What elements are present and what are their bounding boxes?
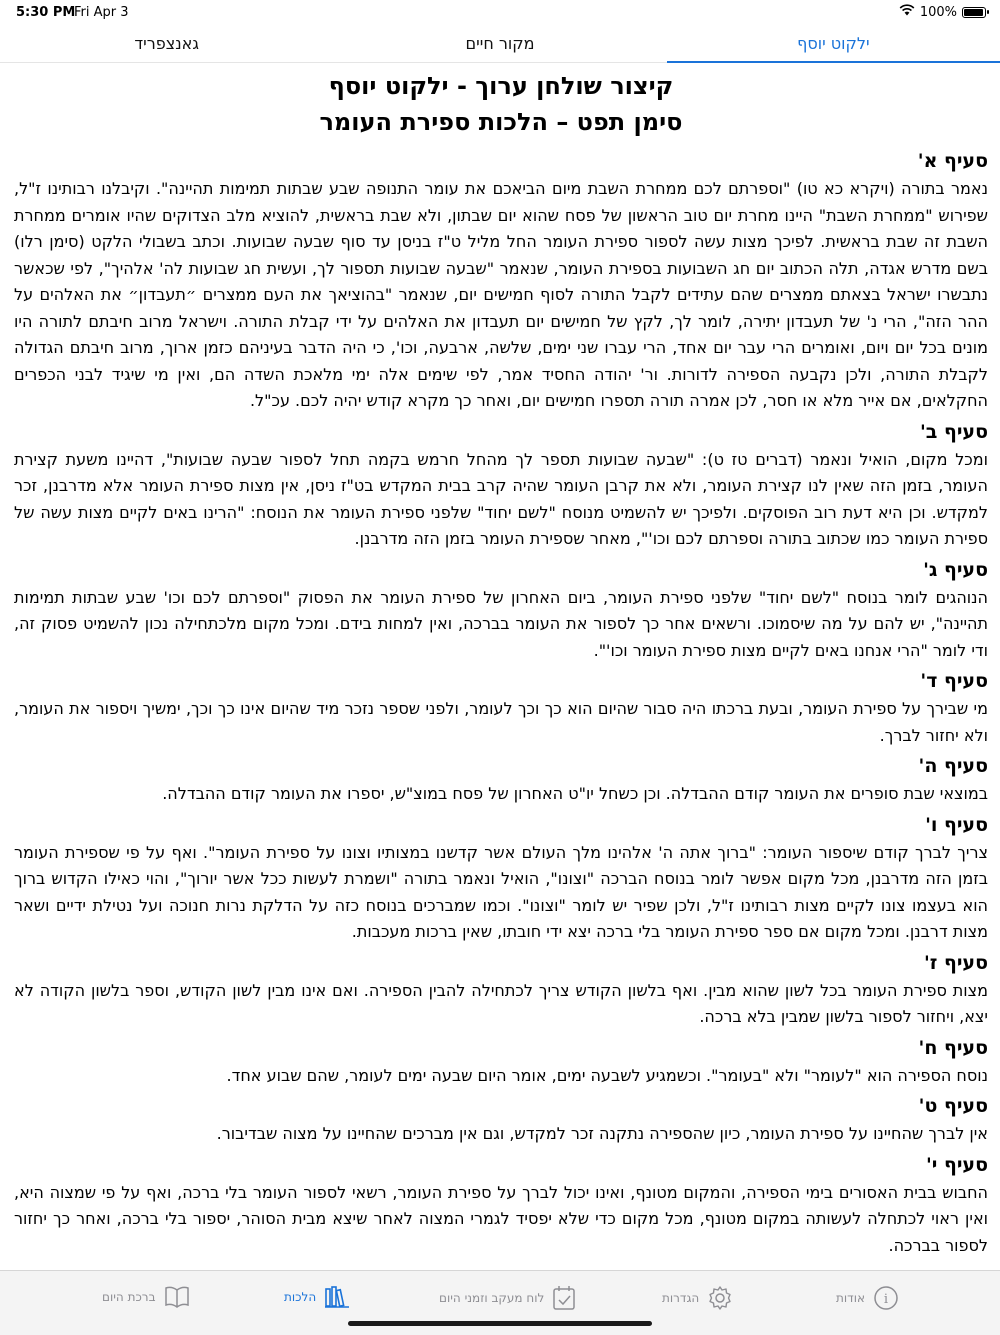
nav-settings[interactable]: [662, 1285, 733, 1311]
open-book-icon: [164, 1285, 190, 1309]
section-heading: סעיף ב': [919, 420, 988, 443]
section-text: במוצאי שבת סופרים את העומר קודם ההבדלה. וכן כשחל יו"ט האחרון של פסח במוצ"ש, יספרו את העומר קודם ההבדלה.: [162, 784, 988, 803]
section-text: ומכל מקום, הואיל ונאמר (דברים טז ט): "שבעה שבועות תספר לך מהחל חרמש בקמה תחל לספור שבעה שבועות", דהיינו משעת קצירת העומר, בזמן הזה שאין לנו קצירת העומר, ולא את קרבן העומר שהיה קרב בבית המקדש בט"ז ניסן, אין מצות ספירת העומר אלא מדרבנן, זכר למקדש. וכן היא דעת רוב הפוסקים. ולפיכך יש להשמיט מנוסח "לשם יחוד" שלפני ספירת העומר את הנוסח: "הרינו באים לקיים מצות עשה של ספירת העומר כמו שכתוב בתורה וספרתם לכם וכו'", מאחר שספירת העומר בזמן הזה מדרבנן.: [14, 449, 988, 548]
section-text: צריך לברך קודם שיספור העומר: "ברוך אתה ה' אלהינו מלך העולם אשר קדשנו במצותיו וצונו על ספירת העומר". ואף על פי שספירת העומר בזמן הזה מדרבנן, מכל מקום אפשר לומר בנוסח הברכה "וצונו", הואיל ונאמר בתורה "ושמרת לעשות ככל אשר יורוך", והוי כאילו הקדוש ברוך הוא בעצמו צונו לקיים מצות רבותינו ז"ל, ולכן שפיר יש לומר "וצונו". וכמו שמברכים בנוסח כזה על הדלקת נרות חנוכה ועל נטילת ידיים ושאר מצות דרבנן. ומכל מקום אם ספר ספירת העומר בלי ברכה יצא ידי חובתו, שאין ברכות מעכבות.: [14, 842, 988, 941]
document-title: קיצור שולחן ערוך - ילקוט יוסף: [328, 72, 674, 100]
nav-birkat-hayom[interactable]: [102, 1285, 190, 1309]
section-heading: סעיף י': [925, 1153, 988, 1176]
section-heading: סעיף ז': [923, 951, 988, 974]
info-icon: [873, 1285, 899, 1311]
section-heading: סעיף ג': [923, 558, 988, 581]
section-text: נוסח הספירה הוא "לעומר" ולא "בעומר". וכשמגיע לשבעה ימים, אומר היום שבעה ימים לעומר, שהם שבוע אחד.: [226, 1065, 988, 1085]
tab-mekor-chaim[interactable]: מקור חיים: [465, 34, 535, 53]
nav-label: ברכת היום: [102, 1290, 156, 1304]
gear-icon: [707, 1285, 733, 1311]
status-time: 5:30 PM: [16, 5, 76, 20]
section-heading: סעיף ח': [918, 1036, 988, 1059]
nav-halachot[interactable]: [284, 1285, 350, 1309]
section-heading: סעיף ד': [920, 670, 988, 692]
section-text: הנוהגים לומר בנוסח "לשם יחוד" שלפני ספירת העומר, ביום האחרון של ספירת העומר את הפסוק "וספרתם לכם וכו' שבע שבתות תמימות תהיינה", יש להם על מה שיסמוכו. ורשאים אחר כך לספור את העומר בברכה, ואין למחות בידם. ומכל מקום מלכתחילה נכון להשמיט פסוק זה, ודי לומר "הרי אנחנו באים לקיים מצות ספירת העומר וכו'".: [14, 587, 988, 660]
battery-icon: [962, 7, 986, 18]
top-tabs: [0, 28, 1000, 63]
status-bar: [0, 0, 1000, 24]
status-date: Fri Apr 3: [74, 5, 129, 20]
section-text: החבוש בבית האסורים בימי הספירה, והמקום מטונף, ואינו יכול לברך על ספירת העומר, רשאי לספור העומר בלי ברכה, ואף על פי שמצוה היא, ואין ראוי לכתחלה לעשותה במקום מטונף, מכל מקום כדי שלא יפסיד לגמרי המצוה לאחר שיצא מבית הסוהר, יספור בלי ברכה, ואחר כך יחזור לספור בברכה.: [14, 1182, 988, 1255]
nav-about[interactable]: [836, 1285, 899, 1311]
section-text: מי שבירך על ספירת העומר, ובעת ברכתו היה סבור שהיום הוא כך וכך לעומר, ולפני שספר נזכר מיד שהיום אינו כך וכך, ימשיך ויספור את העומר, ולא יחזור לברך.: [14, 699, 988, 745]
wifi-icon: [899, 4, 915, 20]
section-heading: סעיף ו': [925, 813, 988, 836]
svg-text:i: i: [883, 1292, 889, 1307]
section-text: נאמר בתורה (ויקרא כא טו) "וספרתם לכם ממחרת השבת מיום הביאכם את עומר התנופה שבע שבתות תמימות תהיינה". וקיבלנו רבותינו ז"ל, שפירוש "ממחרת השבת" היינו מחרת יום טוב הראשון של פסח שהוא יום שבתון, ולא שבת בראשית, להוציא מלב הצדוקים שהיו אומרים ממחרת השבת זה שבת בראשית. לפיכך מצות עשה לספור ספירת העומר החל מליל ט"ז בניסן עד סוף שבעה שבועות. וכתב בשבולי הלקט (סימן רלו) בשם מדרש אגדה, תלה הכתוב יום חג השבועות בספירת העומר, שנאמר "שבעה שבועות תספור לך, ועשית חג שבועות לה' אלהיך", לפי שכאשר נתבשרו ישראל בצאתם ממצרים שהם עתידים לקבל התורה לסוף חמישים יום, שנאמר "בהוציאך את העם ממצרים ״תעבדון״ את האלהים על ההר הזה", הרי נ' של תעבדון יתירה, לומר לך, לקץ של חמישים יום תעבדון את האלהים על ידי קבלת התורה. וישראל מרוב חיבתם לתורה היו מונים בכל יום ויום, ואומרים הרי עבר יום אחד, הרי עברו שני ימים, שלשה, ארבעה, וכו', כי היה הדבר בעיניהם כזמן ארוך, מרוב חיבתם הגדולה לקבלת התורה, ולכן נקבעה הספירה לדורות. ור' יהודה החסיד אמר, לפי שימים אלה ימי מלאכת השדה הם, ואין מי שיגיד לבני הכפרים החקלאים, אם אייר מלא או חסר, לכן אמרה תורה תספרו חמישים יום, ואחר כך מקרא קודש יהיה לכם. עכ"ל.: [14, 179, 988, 410]
sections-list: [14, 146, 988, 1259]
tab-yalkut-yosef[interactable]: ילקוט יוסף: [667, 28, 1000, 62]
calendar-check-icon: [552, 1285, 576, 1311]
section-text: מצות ספירת העומר בכל לשון שהוא מבין. ואף בלשון הקודש צריך לכתחילה להבין הספירה. ואם אינו מבין לשון הקודש, וספר בלשון הקודה לא יצא, ויחזור לספור בלשון שמבין בלא ברכה.: [14, 980, 988, 1026]
status-right: [899, 4, 986, 20]
document-subtitle: סימן תפט – הלכות ספירת העומר: [319, 108, 683, 136]
halacha-content[interactable]: [0, 64, 1000, 1270]
section-heading: סעיף א': [917, 150, 988, 172]
section-heading: סעיף ה': [918, 755, 988, 777]
nav-label: לוח מעקב וזמני היום: [439, 1291, 545, 1305]
home-indicator: [348, 1321, 652, 1326]
section-heading: סעיף ט': [918, 1095, 988, 1117]
nav-label: הלכות: [284, 1290, 317, 1304]
battery-percent: 100%: [919, 4, 957, 20]
nav-label: אודות: [836, 1291, 865, 1305]
books-icon: [324, 1285, 350, 1309]
section-text: אין לברך שהחיינו על ספירת העומר, כיון שהספירה נתקנה זכר למקדש, וגם אין מברכים שהחיינו על מצוה שבדיבור.: [216, 1124, 988, 1143]
tab-ganzfried[interactable]: גאנצפריד: [134, 34, 199, 53]
nav-tracking-calendar[interactable]: [439, 1285, 576, 1311]
nav-label: הגדרות: [662, 1291, 700, 1305]
